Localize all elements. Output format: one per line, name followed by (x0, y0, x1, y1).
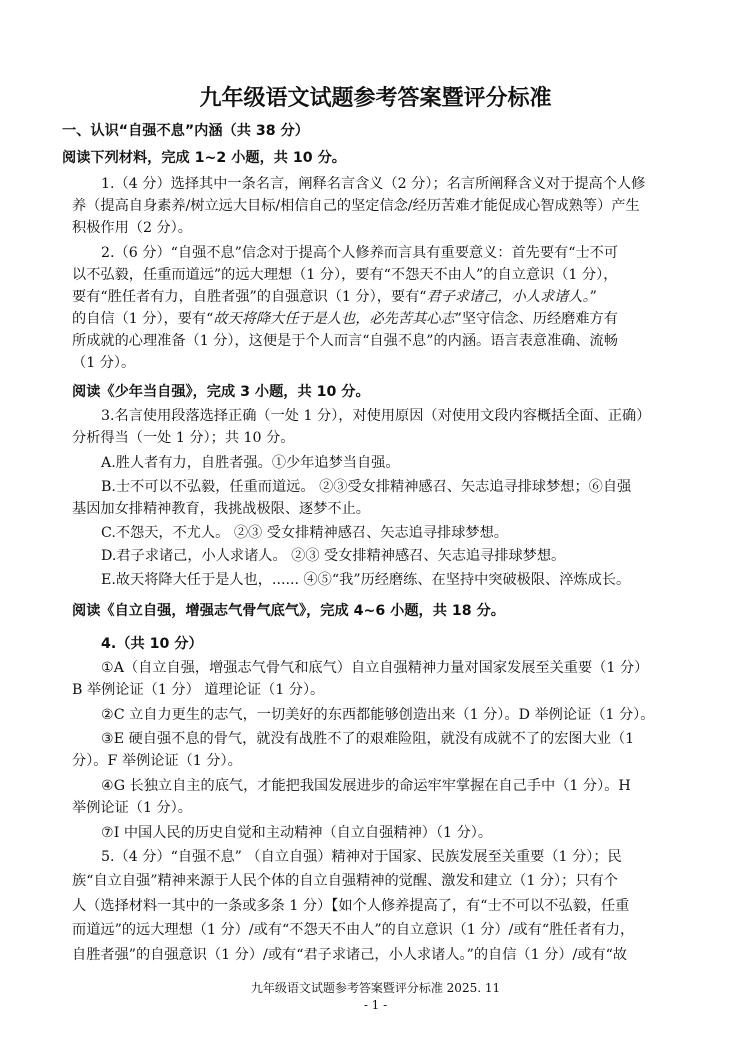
q3-option-b-cont: 基因加女排精神教育，我挑战极限、逐梦不止。 (72, 501, 370, 517)
q3-option-a: A.胜人者有力，自胜者强。①少年追梦当自强。 (101, 455, 400, 471)
q4-item-3-cont: 分）。F 举例论证（1 分）。 (72, 753, 242, 769)
q3-line-2: 分析得当（一处 1 分）；共 10 分。 (72, 430, 295, 446)
q3-option-c: C.不怨天，不尤人。 ②③ 受女排精神感召、矢志追寻排球梦想。 (101, 525, 508, 541)
q2-quote-junzi: 君子求诸己，小人求诸人。 (426, 289, 590, 305)
q2-line-3-text: 要有“胜任者有力，自胜者强”的自强意识（1 分），要有“ (72, 289, 427, 305)
q2-line-4-text: 的自信（1 分），要有“ (72, 311, 214, 327)
q2-line-4 (72, 308, 618, 330)
q1-line-1: 1.（4 分）选择其中一条名言，阐释名言含义（2 分）；名言所阐释含义对于提高个人修 (101, 176, 646, 192)
sub-heading-reading-1: 阅读下列材料，完成 1~2 小题，共 10 分。 (62, 150, 346, 166)
q2-line-3-close: ” (589, 289, 597, 305)
q5-line-3: 人（选择材料一其中的一条或多条 1 分）【如个人修养提高了，有“士不可以不弘毅，任重 (72, 898, 630, 914)
q4-item-1-cont: B 举例论证（1 分） 道理论证（1 分）。 (72, 682, 325, 698)
section-heading-1: 一、认识“自强不息”内涵（共 38 分） (62, 123, 309, 139)
q3-option-e: E.故天将降大任于是人也，...... ④⑤“我”历经磨练、在坚持中突破极限、淬炼成长。 (101, 572, 631, 588)
q5-line-1: 5.（4 分）“自强不息” （自立自强）精神对于国家、民族发展至关重要（1 分）；民 (101, 849, 622, 865)
q4-item-3: ③E 硬自强不息的骨气，就没有战胜不了的艰难险阻，就没有成就不了的宏图大业（1 (101, 731, 635, 747)
page-title: 九年级语文试题参考答案暨评分标准 (199, 86, 552, 111)
q3-option-b: B.士不可以不弘毅，任重而道远。 ②③受女排精神感召、矢志追寻排球梦想；⑥自强 (101, 479, 632, 495)
q2-line-4-rest: ”坚守信念、历经磨难方有 (454, 311, 618, 327)
q1-line-2: 养（提高自身素养/树立远大目标/相信自己的坚定信念/经历苦难才能促成心智成熟等）产生 (72, 198, 640, 214)
q2-quote-tianjiang: 故天将降大任于是人也，必先苦其心志 (213, 311, 455, 327)
q4-item-4-cont: 举例论证（1 分）。 (72, 800, 192, 816)
sub-heading-reading-2: 阅读《少年当自强》，完成 3 小题，共 10 分。 (72, 384, 370, 400)
q4-item-1: ①A（自立自强，增强志气骨气和底气）自立自强精神力量对国家发展至关重要（1 分） (101, 660, 649, 676)
q2-line-5: 所成就的心理准备（1 分），这便是于个人而言“自强不息”的内涵。语言表意准确、流畅 (72, 333, 618, 349)
q4-header: 4.（共 10 分） (101, 636, 203, 652)
q4-item-7: ⑦I 中国人民的历史自觉和主动精神（自立自强精神）（1 分）。 (101, 825, 493, 841)
q4-item-4: ④G 长独立自主的底气，才能把我国发展进步的命运牢牢掌握在自己手中（1 分）。H (101, 778, 631, 794)
q5-line-5: 自胜者强”的自强意识（1 分）/或有“君子求诸己，小人求诸人。”的自信（1 分）/或有“故 (72, 947, 628, 963)
q2-line-1: 2.（6 分）“自强不息”信念对于提高个人修养而言具有重要意义：首先要有“士不可 (101, 245, 619, 261)
q3-line-1: 3.名言使用段落选择正确（一处 1 分），对使用原因（对使用文段内容概括全面、正确） (101, 408, 651, 424)
q3-option-d: D.君子求诸己，小人求诸人。 ②③ 受女排精神感召、矢志追寻排球梦想。 (101, 548, 566, 564)
q5-line-2: 族“自立自强”精神来源于人民个体的自立自强精神的觉醒、激发和建立（1 分）；只有个 (72, 873, 618, 889)
page-footer: 九年级语文试题参考答案暨评分标准 2025. 11 (250, 981, 501, 995)
q5-line-4: 而道远”的远大理想（1 分）/或有“不怨天不由人”的自立意识（1 分）/或有“胜任者有力， (72, 922, 635, 938)
page-number: - 1 - (363, 998, 388, 1012)
q1-line-3: 积极作用（2 分）。 (72, 220, 192, 236)
q2-line-2: 以不弘毅，任重而道远”的远大理想（1 分），要有“不怨天不由人”的自立意识（1 分）， (72, 267, 618, 283)
sub-heading-reading-3: 阅读《自立自强，增强志气骨气底气》，完成 4~6 小题，共 18 分。 (72, 603, 505, 619)
q2-line-6: （1 分）。 (72, 355, 136, 371)
q4-item-2: ②C 立自力更生的志气，一切美好的东西都能够创造出来（1 分）。D 举例论证（1 分）。 (101, 707, 655, 723)
q2-line-3 (72, 286, 597, 308)
